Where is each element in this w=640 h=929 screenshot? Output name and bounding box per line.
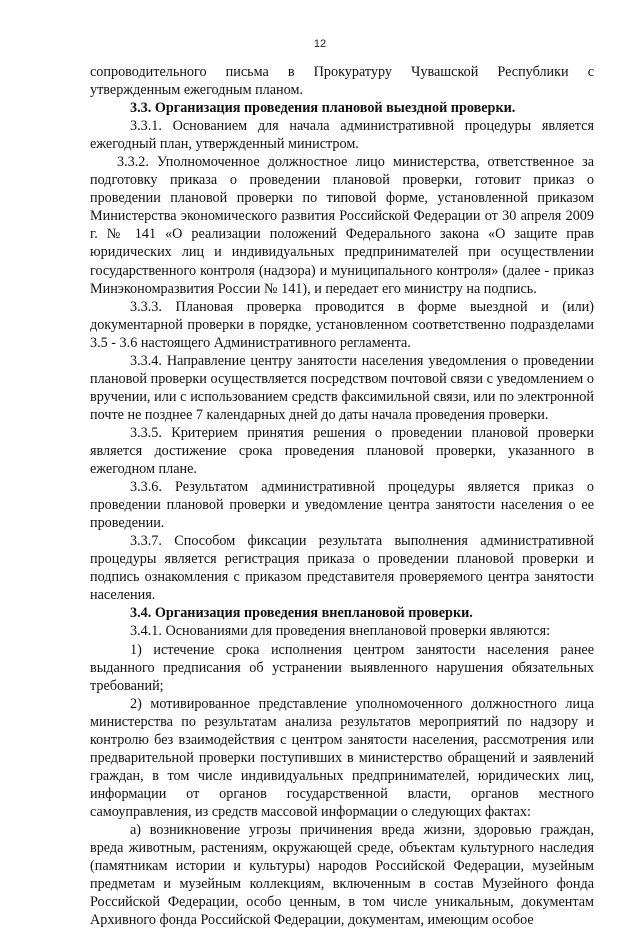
document-body	[90, 63, 594, 929]
section-heading: 3.4. Организация проведения внеплановой проверки.	[130, 605, 473, 622]
paragraph: 3.4.1. Основаниями для проведения внеплановой проверки являются:	[130, 623, 551, 640]
paragraph: 3.3.6. Результатом административной процедуры является приказ о проведении плановой проверки и уведомление центра занятости населения о ее проведении.	[90, 479, 594, 532]
paragraph: 3.3.1. Основанием для начала административной процедуры является ежегодный план, утвержденный министром.	[90, 118, 594, 153]
paragraph: 2) мотивированное представление уполномоченного должностного лица министерства по результатам анализа результатов мероприятий по надзору и контролю без взаимодействия с центром занятости населения, рассмотрения или предварительной проверки поступивших в министерство обращений и заявлений граждан, в том числе индивидуальных предпринимателей, юридических лиц, информации от органов государственной власти, органов местного самоуправления, из средств массовой информации о следующих фактах:	[90, 695, 594, 820]
paragraph: 3.3.7. Способом фиксации результата выполнения административной процедуры является регистрация приказа о проведении плановой проверки и подпись ознакомления с приказом представителя проверяемого центра занятости населения.	[90, 533, 594, 604]
page-number: 12	[313, 38, 327, 50]
paragraph: 3.3.5. Критерием принятия решения о проведении плановой проверки является достижение срока проведения плановой проверки, указанного в ежегодном плане.	[90, 424, 594, 478]
paragraph: а) возникновение угрозы причинения вреда жизни, здоровью граждан, вреда животным, растениям, окружающей среде, объектам культурного наследия (памятникам истории и культуры) народов Российской Федерации, музейным предметам и музейным коллекциям, включенным в состав Музейного фонда Российской Федерации, особо ценным, в том числе уникальным, документам Архивного фонда Российской Федерации, документам, имеющим особое	[90, 821, 594, 929]
paragraph: 3.3.2. Уполномоченное должностное лицо министерства, ответственное за подготовку приказа о проведении плановой проверки, готовит приказ о проведении плановой проверки по типовой форме, установленной приказом Министерства экономического развития Российской Федерации от 30 апреля 2009 г. № 141 «О реализации положений Федерального закона «О защите прав юридических лиц и индивидуальных предпринимателей при осуществлении государственного контроля (надзора) и муниципального контроля» (далее - приказ Минэкономразвития России № 141), и передает его министру на подпись.	[90, 154, 594, 297]
section-heading: 3.3. Организация проведения плановой выездной проверки.	[130, 100, 516, 117]
paragraph: 3.3.4. Направление центру занятости населения уведомления о проведении плановой проверки осуществляется посредством почтовой связи с уведомлением о вручении, или с использованием средств факсимильной связи, или по электронной почте не позднее 7 календарных дней до даты начала проведения проверки.	[90, 352, 594, 423]
paragraph: 1) истечение срока исполнения центром занятости населения ранее выданного предписания об устранении выявленного нарушения обязательных требований;	[90, 641, 594, 694]
paragraph: сопроводительного письма в Прокуратуру Чувашской Республики с утвержденным ежегодным планом.	[90, 64, 594, 99]
paragraph: 3.3.3. Плановая проверка проводится в форме выездной и (или) документарной проверки в порядке, установленном соответственно подразделами 3.5 - 3.6 настоящего Административного регламента.	[90, 298, 594, 351]
